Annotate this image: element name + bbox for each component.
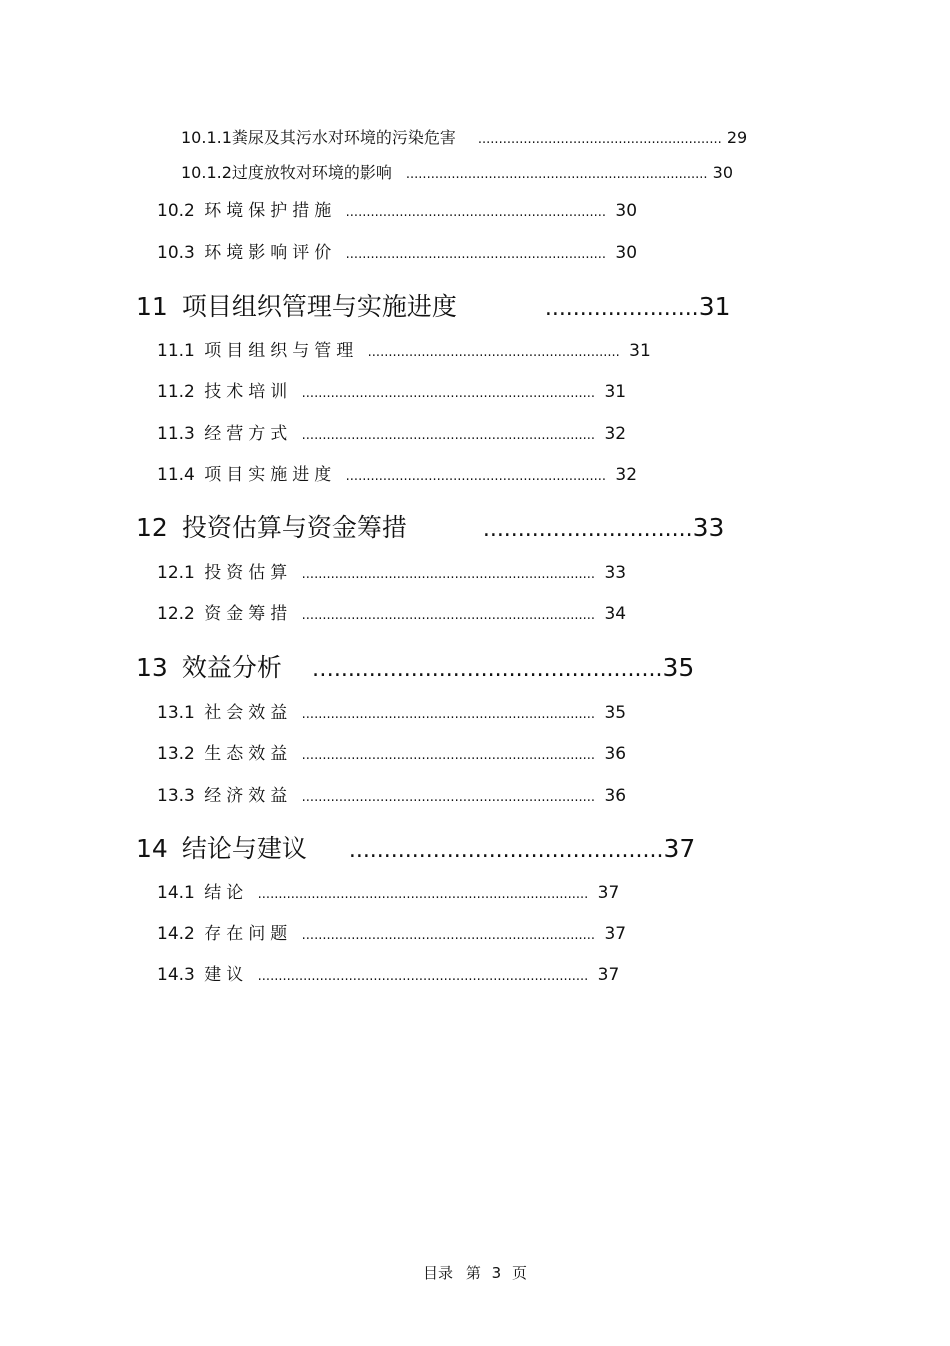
- toc-number: 10.3: [157, 243, 195, 263]
- toc-number: 13.3: [157, 786, 195, 806]
- toc-number: 12.2: [157, 604, 195, 624]
- toc-page: 31: [604, 382, 627, 402]
- toc-leader: ...............................................................: [345, 205, 607, 220]
- toc-page: 34: [604, 604, 627, 624]
- footer-page-number: 3: [491, 1264, 502, 1282]
- toc-title: 效益分析: [181, 653, 282, 682]
- toc-number: 10.2: [157, 201, 195, 221]
- toc-entry-10-1-2[interactable]: [181, 165, 733, 181]
- toc-leader: .......................................................................: [301, 567, 596, 582]
- toc-title: 项目组织管理与实施进度: [181, 292, 457, 321]
- toc-entry-10-1-1[interactable]: [181, 130, 747, 146]
- toc-leader: .......................................................................: [301, 790, 596, 805]
- footer-unit: 页: [511, 1264, 527, 1282]
- toc-chapter-12[interactable]: [136, 515, 724, 541]
- toc-chapter-14[interactable]: [136, 836, 695, 862]
- toc-leader: .......................................................................: [301, 928, 596, 943]
- toc-page: 30: [615, 243, 638, 263]
- toc-entry-11-1[interactable]: [157, 343, 651, 360]
- toc-number: 13.1: [157, 703, 195, 723]
- toc-page: 36: [604, 786, 627, 806]
- toc-title: 经营方式: [204, 424, 293, 444]
- toc-leader: …...............................................: [311, 657, 663, 682]
- toc-leader: .........................................................................: [405, 167, 708, 182]
- toc-number: 14.3: [157, 965, 195, 985]
- toc-title: 投资估算: [204, 563, 293, 583]
- toc-title: 结论: [204, 883, 249, 903]
- toc-entry-14-3[interactable]: [157, 967, 619, 984]
- toc-title: 资金筹措: [204, 604, 293, 624]
- toc-page: 35: [662, 653, 695, 682]
- toc-number: 12.1: [157, 563, 195, 583]
- toc-page: 37: [663, 834, 696, 863]
- toc-leader: .............................................................: [367, 345, 620, 360]
- toc-leader: .......................................................................: [301, 428, 596, 443]
- toc-leader: ..............................: [482, 517, 693, 542]
- toc-entry-10-2[interactable]: [157, 203, 637, 220]
- toc-leader: .......................................................................: [301, 608, 596, 623]
- toc-page: 32: [615, 465, 638, 485]
- toc-number: 13: [136, 653, 168, 682]
- toc-number: 12: [136, 513, 168, 542]
- toc-page: 32: [604, 424, 627, 444]
- toc-page: 35: [604, 703, 627, 723]
- toc-page: 36: [604, 744, 627, 764]
- toc-entry-14-2[interactable]: [157, 926, 626, 943]
- toc-leader: .......................................................................: [301, 748, 596, 763]
- toc-title: 社会效益: [204, 703, 293, 723]
- toc-title: 存在问题: [204, 924, 293, 944]
- toc-entry-11-3[interactable]: [157, 426, 626, 443]
- toc-title: 粪尿及其污水对环境的污染危害: [231, 128, 456, 147]
- toc-entry-10-3[interactable]: [157, 245, 637, 262]
- toc-page: 33: [692, 513, 725, 542]
- toc-entry-11-4[interactable]: [157, 467, 637, 484]
- toc-leader: .......................................................................: [301, 386, 596, 401]
- toc-chapter-11[interactable]: [136, 294, 731, 320]
- toc-number: 11.2: [157, 382, 195, 402]
- toc-page: 33: [604, 563, 627, 583]
- toc-title: 过度放牧对环境的影响: [231, 163, 392, 182]
- toc-title: 项目实施进度: [204, 465, 337, 485]
- toc-title: 投资估算与资金筹措: [181, 513, 407, 542]
- toc-entry-12-1[interactable]: [157, 565, 626, 582]
- toc-leader: ......................: [544, 296, 699, 321]
- toc-title: 生态效益: [204, 744, 293, 764]
- toc-number: 14: [136, 834, 168, 863]
- toc-number: 13.2: [157, 744, 195, 764]
- toc-leader: .............................................: [348, 838, 664, 863]
- toc-leader: .......................................................................: [301, 707, 596, 722]
- toc-number: 11.1: [157, 341, 195, 361]
- toc-entry-13-3[interactable]: [157, 788, 626, 805]
- toc-title: 技术培训: [204, 382, 293, 402]
- toc-page: 31: [629, 341, 651, 361]
- page-footer: [0, 1262, 950, 1283]
- footer-label: 目录: [423, 1264, 454, 1282]
- toc-page: 30: [712, 163, 734, 182]
- toc-leader: ................................................................................: [257, 887, 589, 902]
- toc-leader: ................................................................................: [257, 969, 589, 984]
- toc-entry-13-2[interactable]: [157, 746, 626, 763]
- toc-number: 14.2: [157, 924, 195, 944]
- toc-page: 37: [597, 965, 620, 985]
- toc-title: 经济效益: [204, 786, 293, 806]
- toc-title: 环境保护措施: [204, 201, 337, 221]
- toc-page: 31: [698, 292, 731, 321]
- toc-entry-12-2[interactable]: [157, 606, 626, 623]
- toc-entry-11-2[interactable]: [157, 384, 626, 401]
- toc-chapter-13[interactable]: [136, 655, 694, 681]
- toc-page: 29: [726, 128, 748, 147]
- toc-number: 14.1: [157, 883, 195, 903]
- footer-word: 第: [465, 1264, 481, 1282]
- toc-number: 10.1.2: [181, 163, 232, 182]
- toc-title: 项目组织与管理: [204, 341, 359, 361]
- toc-page: 37: [597, 883, 620, 903]
- toc-entry-13-1[interactable]: [157, 705, 626, 722]
- toc-number: 11: [136, 292, 168, 321]
- toc-title: 环境影响评价: [204, 243, 337, 263]
- toc-leader: ...........................................................: [477, 132, 722, 147]
- toc-page: 37: [604, 924, 627, 944]
- toc-number: 11.3: [157, 424, 195, 444]
- toc-title: 结论与建议: [181, 834, 307, 863]
- toc-page: 30: [615, 201, 638, 221]
- toc-entry-14-1[interactable]: [157, 885, 619, 902]
- toc-leader: ...............................................................: [345, 247, 607, 262]
- toc-title: 建议: [204, 965, 249, 985]
- toc-number: 11.4: [157, 465, 195, 485]
- toc-number: 10.1.1: [181, 128, 232, 147]
- toc-leader: ...............................................................: [345, 469, 607, 484]
